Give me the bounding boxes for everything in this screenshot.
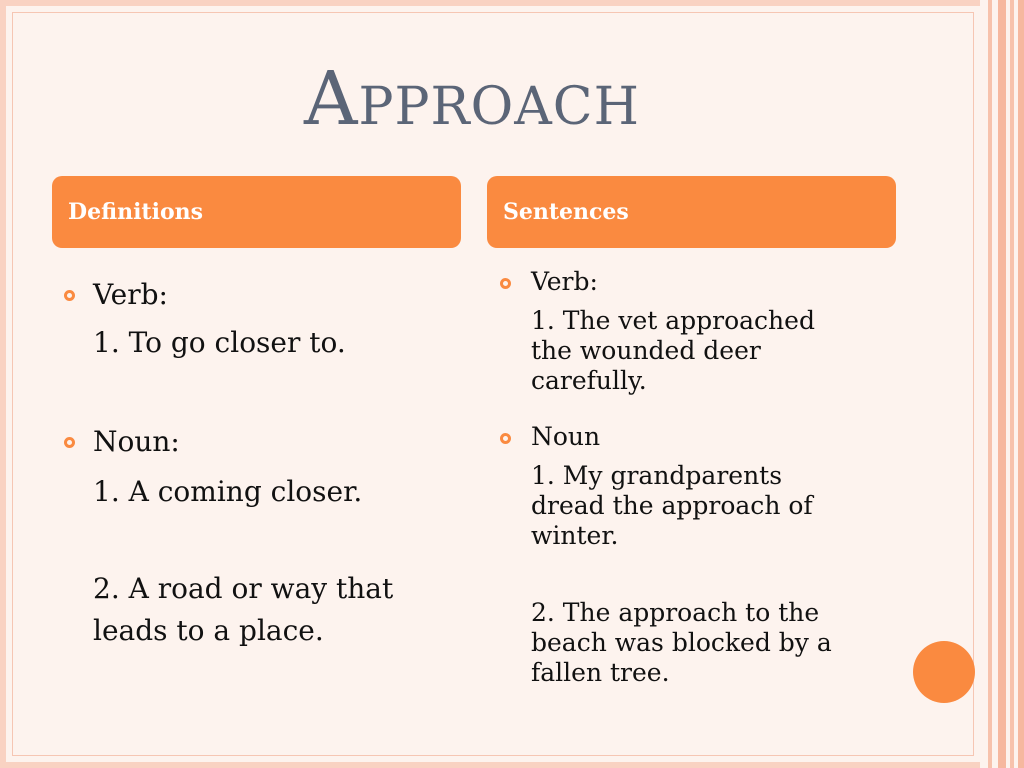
right-noun-sentence-2-line2: beach was blocked by a [531, 628, 832, 657]
right-noun-sentence-1-line3: winter. [531, 521, 619, 550]
bullet-icon [500, 278, 511, 289]
left-noun-label: Noun: [93, 425, 180, 458]
right-noun-sentence-2-line1: 2. The approach to the [531, 598, 820, 627]
sentences-header-label: Sentences [503, 199, 629, 225]
left-verb-definition: 1. To go closer to. [93, 326, 346, 359]
decorative-stripes [980, 0, 1024, 768]
right-verb-sentence-line2: the wounded deer [531, 336, 761, 365]
bullet-icon [64, 437, 75, 448]
left-noun-definition-2-line1: 2. A road or way that [93, 572, 394, 605]
sentences-header [487, 176, 896, 248]
right-verb-label: Verb: [531, 267, 598, 296]
bullet-icon [64, 290, 75, 301]
definitions-header [52, 176, 461, 248]
decorative-circle [913, 641, 975, 703]
right-noun-sentence-2-line3: fallen tree. [531, 658, 670, 687]
right-verb-sentence-line3: carefully. [531, 366, 647, 395]
definitions-header-label: Definitions [68, 199, 203, 225]
left-noun-definition-1: 1. A coming closer. [93, 475, 363, 508]
right-noun-sentence-1-line1: 1. My grandparents [531, 461, 783, 490]
bullet-icon [500, 433, 511, 444]
slide-title: Approach [304, 56, 640, 142]
right-noun-sentence-1-line2: dread the approach of [531, 491, 813, 520]
left-verb-label: Verb: [93, 278, 168, 311]
right-noun-label: Noun [531, 422, 601, 451]
right-verb-sentence-line1: 1. The vet approached [531, 306, 815, 335]
left-noun-definition-2-line2: leads to a place. [93, 614, 324, 647]
